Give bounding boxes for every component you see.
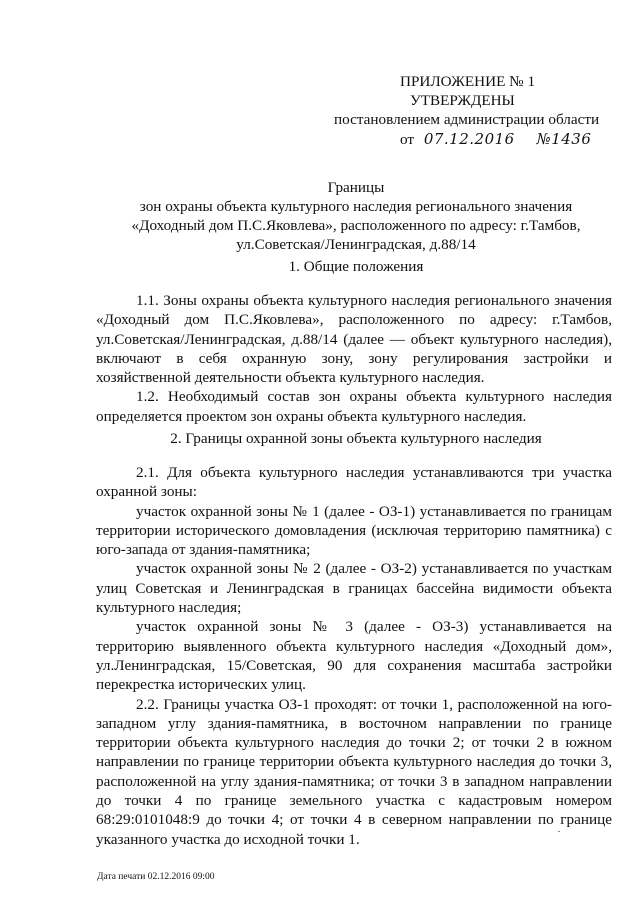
title-line-4: ул.Советская/Ленинградская, д.88/14 <box>236 236 476 253</box>
section-2-body <box>96 463 612 849</box>
approved-label: УТВЕРЖДЕНЫ <box>410 92 515 109</box>
section-1-heading: 1. Общие положения <box>288 258 424 275</box>
appendix-label: ПРИЛОЖЕНИЕ № 1 <box>400 73 536 90</box>
paragraph-2-1-item-2: участок охранной зоны № 2 (далее - ОЗ-2) устанавливается по участкам улиц Советская и Ленинградская в границах бассейна видимости объекта культурного наследия; <box>96 560 612 617</box>
document-title <box>96 178 616 254</box>
decree-date-line <box>400 130 591 149</box>
title-line-3: «Доходный дом П.С.Яковлева», расположенного по адресу: г.Тамбов, <box>131 217 581 234</box>
title-line-1: Границы <box>327 179 385 196</box>
section-1-body <box>96 291 612 426</box>
decree-date: 07.12.2016 <box>423 130 515 148</box>
decree-number: №1436 <box>536 130 592 148</box>
scan-speck <box>558 831 560 832</box>
paragraph-1-2: 1.2. Необходимый состав зон охраны объекта культурного наследия определяется проектом зон охраны объекта культурного наследия. <box>96 388 612 425</box>
paragraph-1-1: 1.1. Зоны охраны объекта культурного наследия регионального значения «Доходный дом П.С.Яковлева», расположенного по адресу: г.Тамбов, ул.Советская/Ленинградская, д.88/14 (далее — объект культурного наследия), включают в себя охранную зону, зону регулирования застройки и хозяйственной деятельности объекта культурного наследия. <box>96 292 612 387</box>
paragraph-2-1-item-1: участок охранной зоны № 1 (далее - ОЗ-1) устанавливается по границам территории исторического домовладения (исключая территорию памятника) с юго-запада от здания-памятника; <box>96 502 612 559</box>
section-2-heading: 2. Границы охранной зоны объекта культурного наследия <box>170 430 542 447</box>
approved-by-text: постановлением администрации области <box>334 111 600 128</box>
print-date-footer: Дата печати 02.12.2016 09:00 <box>97 872 215 882</box>
paragraph-2-2: 2.2. Границы участка ОЗ-1 проходят: от точки 1, расположенной на юго-западном углу здания-памятника, в восточном направлении по границе территории объекта культурного наследия до точки 2; от точки 2 в южном направлении по границе территории объекта культурного наследия до точки 3, расположенной на углу здания-памятника; от точки 3 в западном направлении до точки 4 по границе земельного участка с кадастровым номером 68:29:0101048:9 до точки 4; от точки 4 в северном направлении по границе указанного участка до исходной точки 1. <box>96 695 612 848</box>
from-label: от <box>400 131 415 148</box>
title-line-2: зон охраны объекта культурного наследия регионального значения <box>139 198 573 215</box>
paragraph-2-1-item-3: участок охранной зоны № 3 (далее - ОЗ-3) устанавливается на территорию выявленного объекта культурного наследия «Доходный дом», ул.Ленинградская, 15/Советская, 90 для сохранения масштаба застройки перекрестка исторических улиц. <box>96 618 612 694</box>
paragraph-2-1: 2.1. Для объекта культурного наследия устанавливаются три участка охранной зоны: <box>96 464 612 501</box>
